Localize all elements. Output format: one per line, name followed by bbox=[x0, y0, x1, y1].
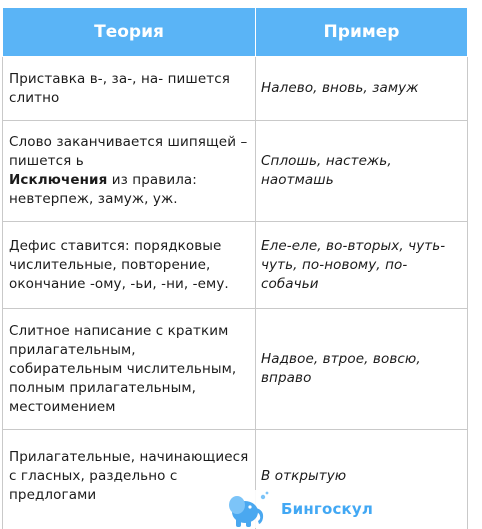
table-row bbox=[3, 57, 468, 121]
rule-text-rest: из правила: невтерпеж, замуж, уж. bbox=[9, 172, 197, 207]
rules-table bbox=[2, 7, 468, 529]
header-theory: Теория bbox=[3, 8, 256, 57]
table-row bbox=[3, 309, 468, 430]
rule-text: Слово заканчивается шипящей – пишется ь bbox=[9, 134, 248, 169]
header-example: Пример bbox=[256, 8, 468, 57]
rule-cell: Прилагательные, начинающиеся с гласных, раздельно с предлогами bbox=[3, 430, 256, 529]
rule-cell bbox=[3, 121, 256, 222]
brand-watermark bbox=[223, 490, 373, 528]
example-cell: Надвое, втрое, вовсю, вправо bbox=[256, 309, 468, 430]
rule-cell: Дефис ставится: порядковые числительные, повторение, окончание -ому, -ьи, -ни, -ему. bbox=[3, 222, 256, 309]
example-cell: Сплошь, настежь, наотмашь bbox=[256, 121, 468, 222]
example-cell: Еле-еле, во-вторых, чуть-чуть, по-новому, по-собачьи bbox=[256, 222, 468, 309]
rule-cell: Слитное написание с кратким прилагательным, собирательным числительным, полным прилагательным, местоимением bbox=[3, 309, 256, 430]
example-cell: Налево, вновь, замуж bbox=[256, 57, 468, 121]
table-row bbox=[3, 121, 468, 222]
table-row bbox=[3, 222, 468, 309]
example-cell: В открытую bbox=[256, 430, 468, 529]
elephant-logo-icon bbox=[223, 490, 271, 528]
table-header-row bbox=[3, 8, 468, 57]
exceptions-label: Исключения bbox=[9, 172, 108, 188]
rule-cell: Приставка в-, за-, на- пишется слитно bbox=[3, 57, 256, 121]
brand-name: Бингоскул bbox=[281, 500, 374, 518]
